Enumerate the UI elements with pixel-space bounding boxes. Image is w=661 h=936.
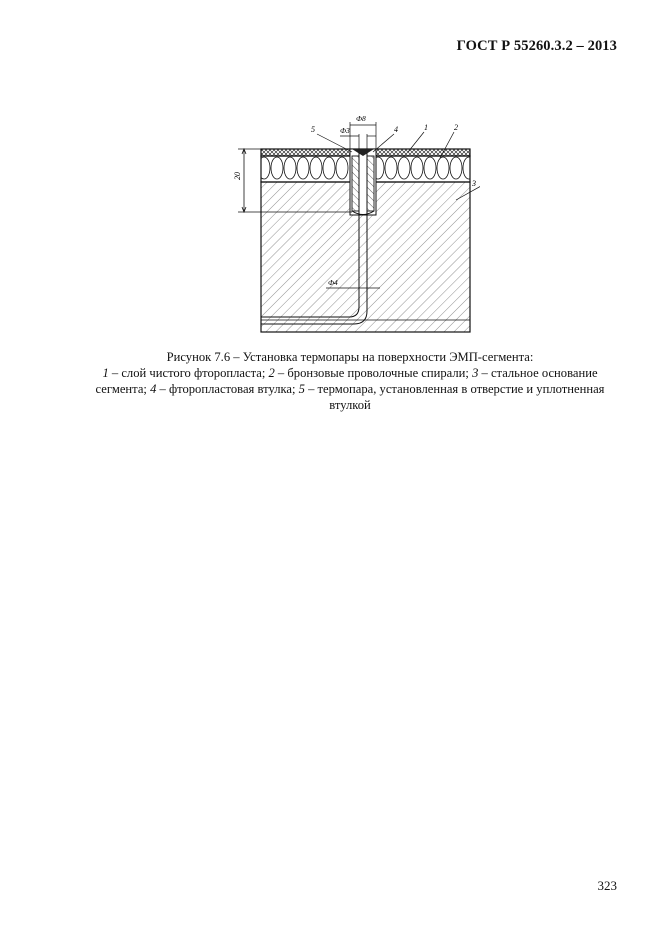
- caption-legend: [96, 366, 605, 412]
- legend-text-1: – слой чистого фторопласта;: [108, 366, 269, 380]
- figure-caption: [90, 349, 610, 413]
- callout-2: 2: [454, 123, 458, 132]
- legend-text-2: – бронзовые проволочные спирали;: [274, 366, 473, 380]
- callout-3: 3: [472, 179, 476, 188]
- standard-code: ГОСТ Р 55260.3.2 – 2013: [456, 38, 617, 54]
- callout-4: 4: [394, 125, 398, 134]
- legend-text-3: – стальное основание сегмента;: [95, 366, 598, 396]
- callout-5: 5: [311, 125, 315, 134]
- document-header: [457, 38, 617, 55]
- page-number: 323: [597, 878, 617, 893]
- legend-text-4: – фторопластовая втулка;: [156, 382, 299, 396]
- callout-1: 1: [424, 123, 428, 132]
- legend-num-5: 5: [298, 382, 305, 396]
- legend-text-5: – термопара, установленная в отверстие и уплотненная втулкой: [304, 382, 605, 412]
- dimension-d-inner: Ф3: [340, 126, 350, 135]
- caption-title: Рисунок 7.6 – Установка термопары на поверхности ЭМП-сегмента:: [166, 350, 534, 364]
- legend-num-1: 1: [102, 366, 109, 380]
- depth-dimension-label: 20: [233, 172, 242, 180]
- bushing-left: [352, 156, 359, 211]
- legend-num-4: 4: [150, 382, 157, 396]
- bushing-right: [367, 156, 374, 211]
- legend-num-3: 3: [472, 366, 479, 380]
- dimension-d-wire: Ф4: [328, 278, 338, 287]
- thermocouple-installation-drawing: [228, 112, 480, 344]
- dimension-d-outer: Ф8: [356, 114, 366, 123]
- legend-num-2: 2: [268, 366, 275, 380]
